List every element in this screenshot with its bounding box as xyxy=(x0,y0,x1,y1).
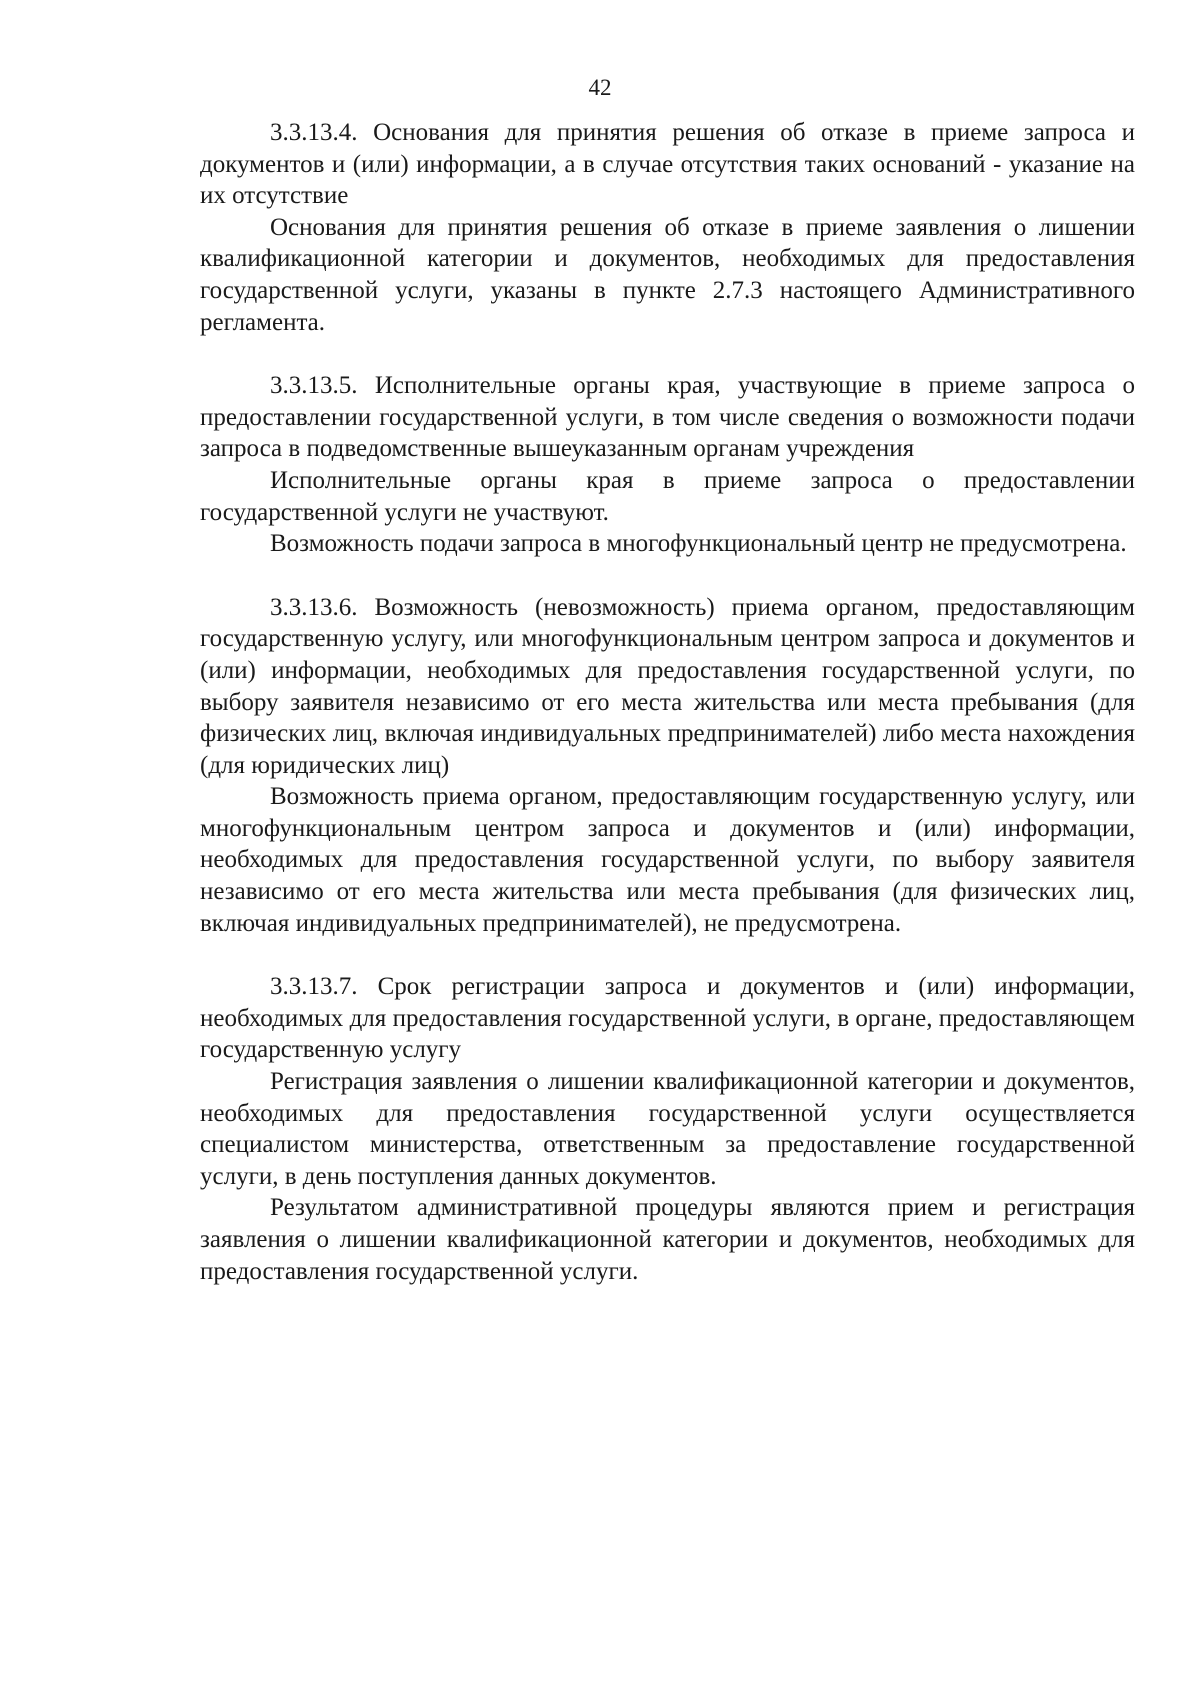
paragraph-registration: Регистрация заявления о лишении квалификационной категории и документов, необходимых для предоставления государственной услуги осуществляется специалистом министерства, ответственным за предоставление государственной услуги, в день поступления данных документов. xyxy=(200,1068,1135,1190)
section-heading-3-3-13-6: 3.3.13.6. Возможность (невозможность) приема органом, предоставляющим государственную услугу, или многофункциональным центром запроса и документов и (или) информации, необходимых для предоставления государственной услуги, по выбору заявителя независимо от его места жительства или места пребывания (для физических лиц, включая индивидуальных предпринимателей) либо места нахождения (для юридических лиц) xyxy=(200,593,1135,779)
paragraph-refusal-grounds: Основания для принятия решения об отказе в приеме заявления о лишении квалификационной категории и документов, необходимых для предоставления государственной услуги, указаны в пункте 2.7.3 настоящего Административного регламента. xyxy=(200,213,1135,336)
paragraph-executive-bodies: Исполнительные органы края в приеме запроса о предоставлении государственной услуги не участвуют. xyxy=(200,466,1135,526)
section-heading-3-3-13-4: 3.3.13.4. Основания для принятия решения об отказе в приеме запроса и документов и (или) информации, а в случае отсутствия таких оснований - указание на их отсутствие xyxy=(200,119,1135,210)
section-heading-3-3-13-5: 3.3.13.5. Исполнительные органы края, участвующие в приеме запроса о предоставлении государственной услуги, в том числе сведения о возможности подачи запроса в подведомственные вышеуказанным органам учреждения xyxy=(200,372,1135,463)
paragraph-extraterritorial: Возможность приема органом, предоставляющим государственную услугу, или многофункциональным центром запроса и документов и (или) информации, необходимых для предоставления государственной услуги, по выбору заявителя независимо от его места жительства или места пребывания (для физических лиц, включая индивидуальных предпринимателей), не предусмотрена. xyxy=(200,783,1135,937)
page-number: 42 xyxy=(588,75,612,100)
document-body xyxy=(200,117,1135,1287)
paragraph-mfc-submission: Возможность подачи запроса в многофункциональный центр не предусмотрена. xyxy=(270,530,1127,558)
section-heading-3-3-13-7: 3.3.13.7. Срок регистрации запроса и документов и (или) информации, необходимых для предоставления государственной услуги, в органе, предоставляющем государственную услугу xyxy=(200,973,1135,1064)
paragraph-result: Результатом административной процедуры являются прием и регистрация заявления о лишении квалификационной категории и документов, необходимых для предоставления государственной услуги. xyxy=(200,1194,1135,1285)
